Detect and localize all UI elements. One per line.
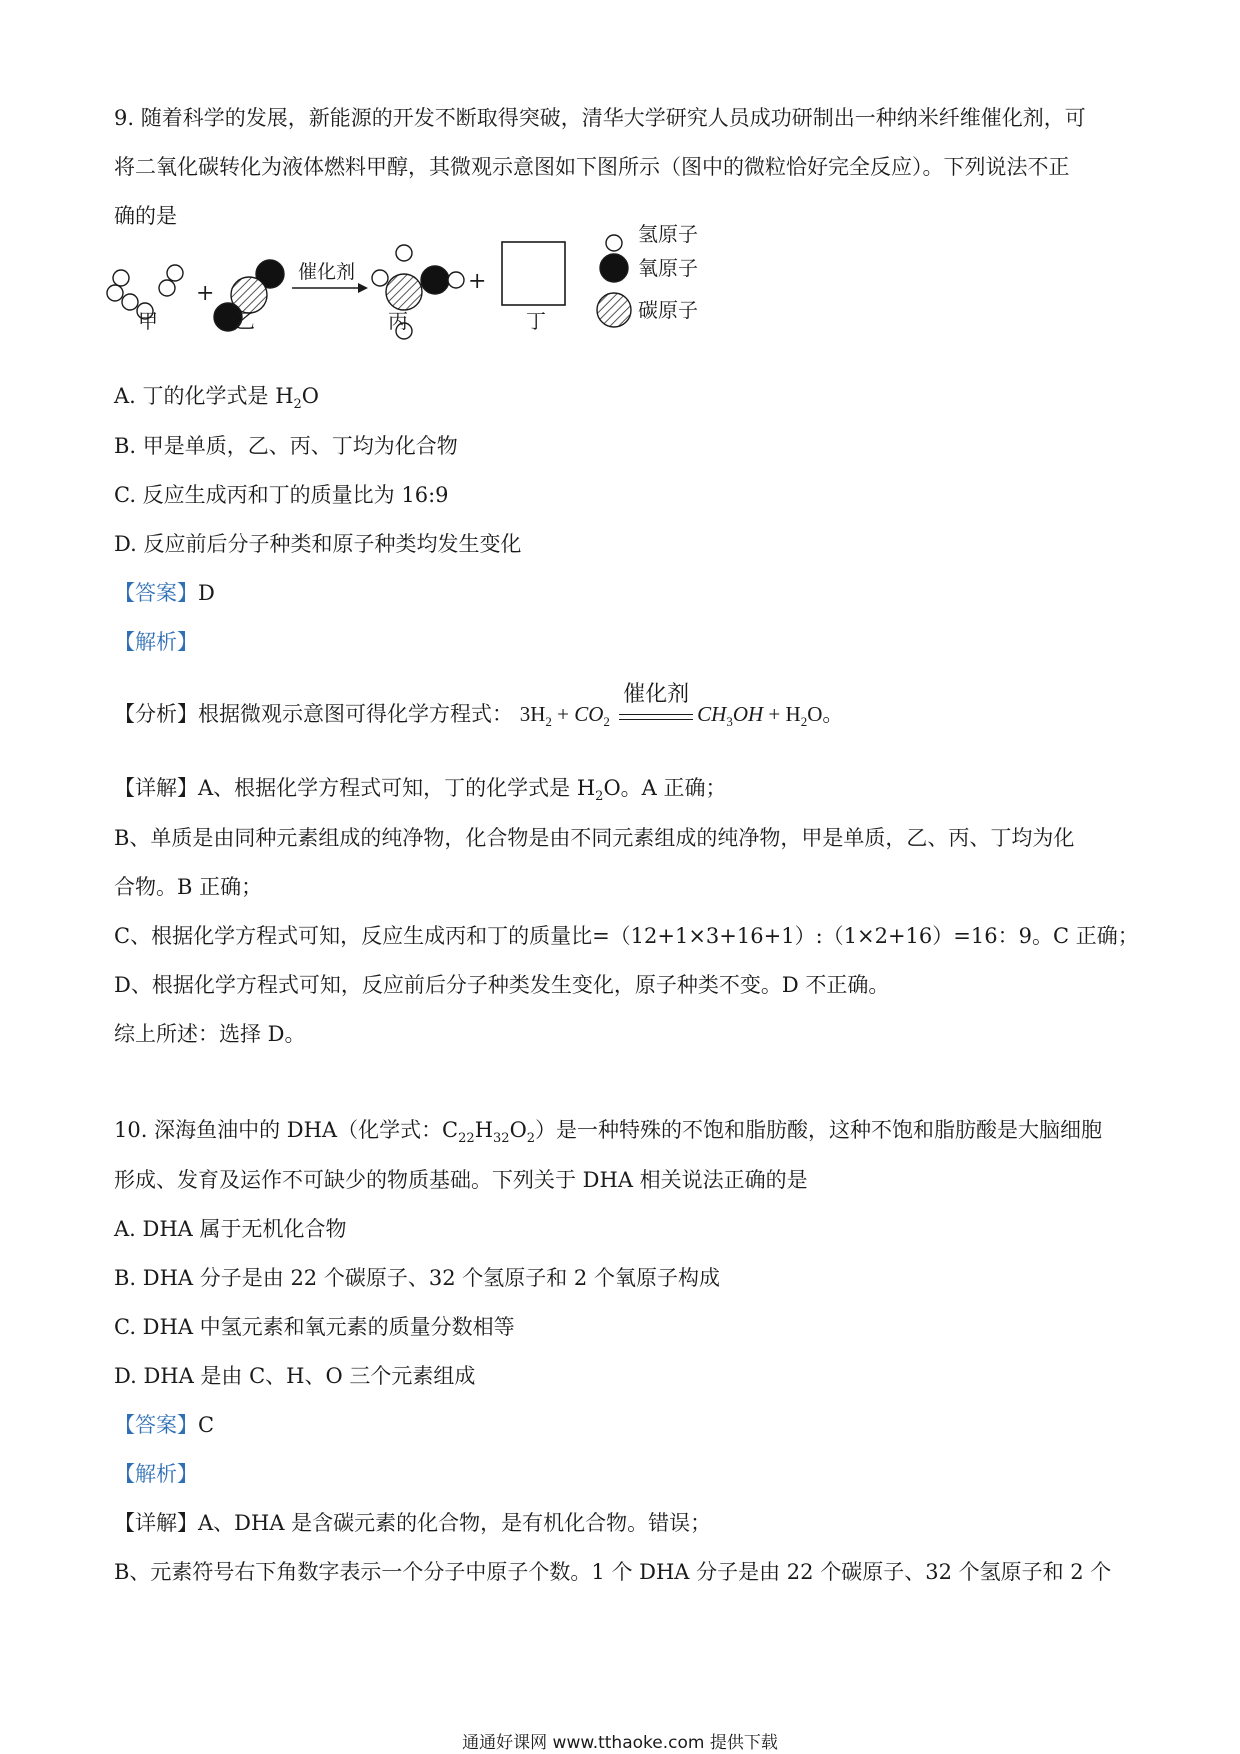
legend-hydrogen-label: 氢原子: [638, 222, 698, 246]
q9-summary: 综上所述：选择 D。: [114, 1022, 306, 1046]
q10-answer: 【答案】C: [114, 1413, 215, 1437]
label-ding: 丁: [526, 309, 546, 333]
q9-detail-a: 【详解】A、根据化学方程式可知，丁的化学式是 $H_2O$。A 正确；: [114, 776, 727, 805]
q9-detail-b-line-1: B、单质是由同种元素组成的纯净物，化合物是由不同元素组成的纯净物，甲是单质，乙、丙、丁均为化: [114, 826, 1075, 850]
plus-sign-2: +: [468, 269, 487, 294]
molecule-bing: [372, 245, 464, 339]
molecule-ding-box: [502, 242, 565, 305]
q9-option-c: C. 反应生成丙和丁的质量比为 16:9: [114, 483, 449, 507]
q9-detail-c: C、根据化学方程式可知，反应生成丙和丁的质量比=（12+1×3+16+1）:（1×2+16）=16：9。C 正确；: [114, 924, 1139, 948]
label-bing: 丙: [388, 309, 408, 333]
page-footer: 通通好课网 www.tthaoke.com 提供下载: [462, 1733, 778, 1753]
arrow-catalyst-label: 催化剂: [298, 261, 356, 283]
q9-option-a: A. 丁的化学式是 $H_2O$: [114, 384, 320, 413]
legend: [597, 222, 698, 327]
equation-catalyst-condition: 催化剂: [619, 702, 693, 730]
q9-option-b: B. 甲是单质，乙、丙、丁均为化合物: [114, 434, 458, 458]
legend-hydrogen-icon: [606, 235, 622, 251]
q9-answer: 【答案】D: [114, 581, 215, 605]
q10-stem-line-1: 10. 深海鱼油中的 DHA（化学式：$C_{22}H_{32}O_2$）是一种特殊的不饱和脂肪酸，这种不饱和脂肪酸是大脑细胞: [114, 1118, 1103, 1147]
q10-detail-b: B、元素符号右下角数字表示一个分子中原子个数。1 个 DHA 分子是由 22 个碳原子、32 个氢原子和 2 个: [114, 1560, 1112, 1584]
q10-option-a: A. DHA 属于无机化合物: [114, 1217, 347, 1241]
q10-option-b: B. DHA 分子是由 22 个碳原子、32 个氢原子和 2 个氧原子构成: [114, 1266, 720, 1290]
q9-stem-line-1: 9. 随着科学的发展，新能源的开发不断取得突破，清华大学研究人员成功研制出一种纳米纤维催化剂，可: [114, 106, 1086, 130]
q10-analysis-tag: 【解析】: [114, 1462, 198, 1486]
q9-detail-d: D、根据化学方程式可知，反应前后分子种类发生变化，原子种类不变。D 不正确。: [114, 973, 890, 997]
chemical-equation: $3H_2 + CO_2$ 催化剂 $CH_3OH + H_2O$。: [519, 681, 844, 730]
plus-sign-1: +: [196, 281, 215, 306]
q9-detail-b-line-2: 合物。B 正确；: [114, 875, 263, 899]
legend-carbon-icon: [597, 293, 631, 327]
q9-analysis-tag: 【解析】: [114, 630, 198, 654]
legend-carbon-label: 碳原子: [638, 298, 698, 322]
label-yi: 乙: [235, 309, 255, 333]
q10-option-c: C. DHA 中氢元素和氧元素的质量分数相等: [114, 1315, 515, 1339]
reaction-micro-diagram: [110, 222, 810, 380]
q10-option-d: D. DHA 是由 C、H、O 三个元素组成: [114, 1364, 476, 1388]
q9-fenxi: 【分析】根据微观示意图可得化学方程式： $3H_2 + CO_2$ 催化剂 $CH_3OH + H_2O$。: [114, 681, 844, 730]
q10-detail-a: 【详解】A、DHA 是含碳元素的化合物，是有机化合物。错误；: [114, 1511, 712, 1535]
q9-stem-line-2: 将二氧化碳转化为液体燃料甲醇，其微观示意图如下图所示（图中的微粒恰好完全反应）。下列说法不正: [114, 155, 1070, 179]
q9-stem-line-3: 确的是: [114, 204, 177, 228]
label-jia: 甲: [138, 309, 158, 333]
legend-oxygen-icon: [600, 254, 628, 282]
q10-stem-line-2: 形成、发育及运作不可缺少的物质基础。下列关于 DHA 相关说法正确的是: [114, 1168, 808, 1192]
legend-oxygen-label: 氧原子: [638, 256, 698, 280]
q9-option-d: D. 反应前后分子种类和原子种类均发生变化: [114, 532, 522, 556]
